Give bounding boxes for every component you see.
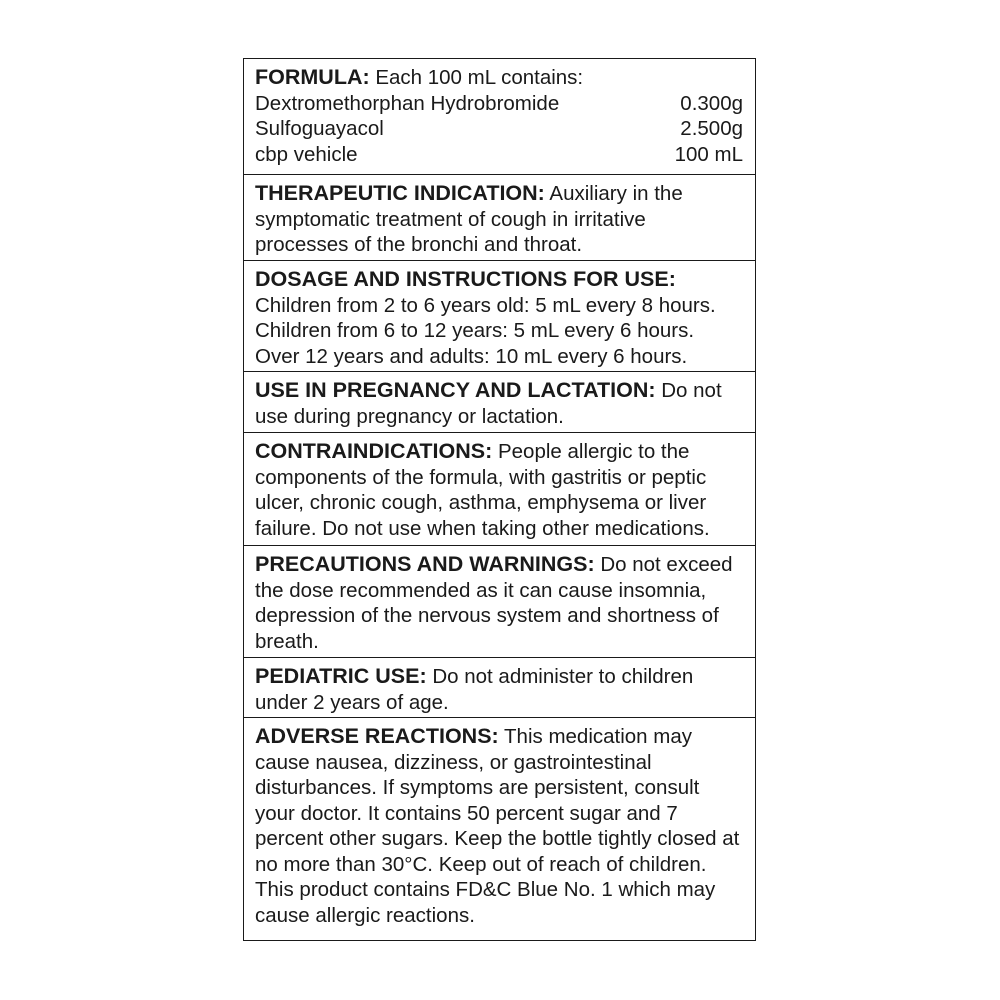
adverse-reactions-section	[244, 718, 755, 940]
ingredient-amount: 2.500g	[680, 117, 743, 140]
formula-row	[255, 142, 743, 168]
formula-row	[255, 116, 743, 142]
drug-facts-label	[243, 58, 756, 941]
pregnancy-heading: USE IN PREGNANCY AND LACTATION:	[255, 378, 656, 402]
ingredient-amount: 100 mL	[674, 142, 743, 166]
adverse-heading: ADVERSE REACTIONS:	[255, 724, 499, 748]
adverse-text: This medication may cause nausea, dizziness, or gastrointestinal disturbances. If symptoms are persistent, consult your doctor. It contains 50 percent sugar and 7 percent other sugars. Keep the bottle tightly closed at no more than 30°C. Keep out of reach of children.	[255, 725, 740, 876]
dosage-text: Children from 2 to 6 years old: 5 mL every 8 hours. Children from 6 to 12 years: 5 mL every 6 hours. Over 12 years and adults: 10 mL every 6 hours.	[255, 293, 716, 368]
ingredient-name: cbp vehicle	[255, 142, 358, 166]
pregnancy-section	[244, 372, 755, 433]
formula-section	[244, 59, 755, 175]
formula-header	[255, 65, 743, 91]
pediatric-section	[244, 658, 755, 718]
dosage-section	[244, 261, 755, 372]
therapeutic-indication-section	[244, 175, 755, 261]
formula-heading: FORMULA:	[255, 65, 370, 89]
formula-row	[255, 91, 743, 117]
adverse-note: This product contains FD&C Blue No. 1 which may cause allergic reactions.	[255, 878, 716, 927]
therapeutic-text: Auxiliary in the symptomatic treatment of cough in irritative processes of the bronchi and throat.	[255, 182, 683, 256]
pediatric-heading: PEDIATRIC USE:	[255, 664, 427, 688]
precautions-text: Do not exceed the dose recommended as it can cause insomnia, depression of the nervous system and shortness of breath.	[255, 553, 733, 653]
contraindications-heading: CONTRAINDICATIONS:	[255, 439, 493, 463]
dosage-heading: DOSAGE AND INSTRUCTIONS FOR USE:	[255, 267, 676, 291]
ingredient-name: Dextromethorphan Hydrobromide	[255, 91, 560, 115]
contraindications-section	[244, 433, 755, 546]
contraindications-text: People allergic to the components of the formula, with gastritis or peptic ulcer, chronic cough, asthma, emphysema or liver failure. Do not use when taking other medications.	[255, 440, 710, 540]
formula-intro: Each 100 mL contains:	[369, 66, 584, 89]
precautions-section	[244, 546, 755, 658]
ingredient-name: Sulfoguayacol	[255, 117, 384, 140]
pregnancy-text: Do not use during pregnancy or lactation.	[255, 379, 722, 428]
therapeutic-heading: THERAPEUTIC INDICATION:	[255, 181, 545, 205]
pediatric-text: Do not administer to children under 2 years of age.	[255, 665, 694, 714]
precautions-heading: PRECAUTIONS AND WARNINGS:	[255, 552, 595, 576]
ingredient-amount: 0.300g	[680, 91, 743, 115]
